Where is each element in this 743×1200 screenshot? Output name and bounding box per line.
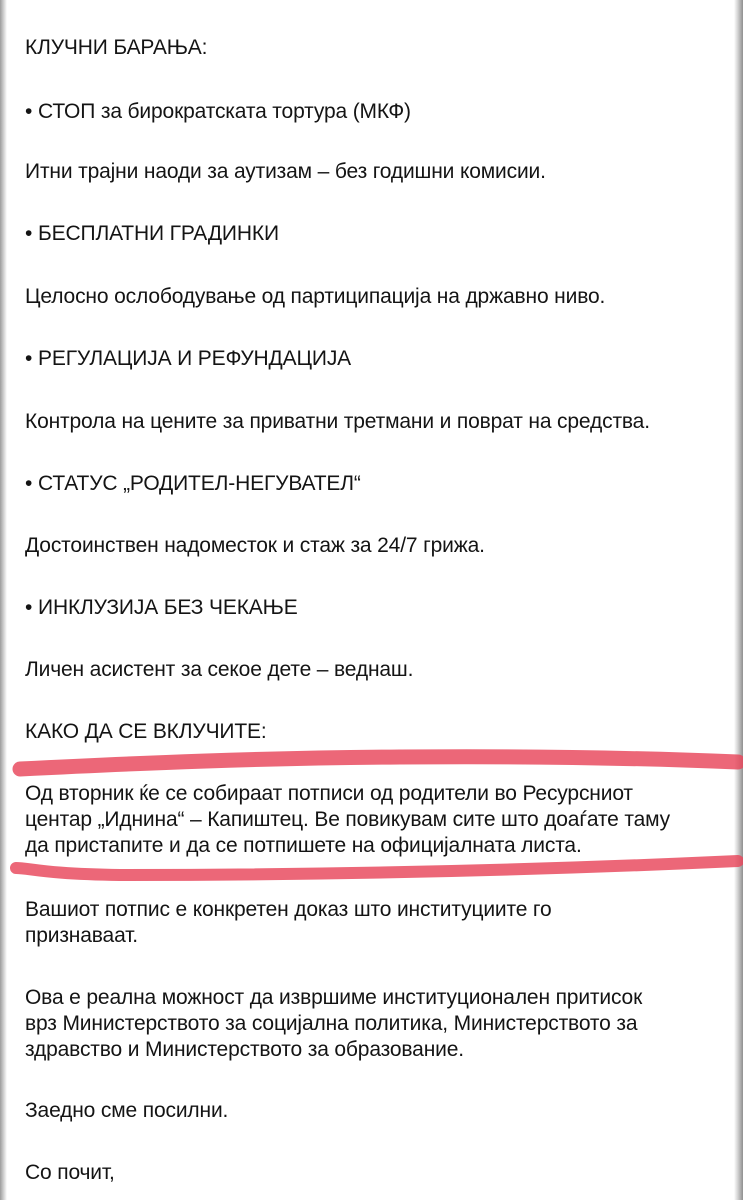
bullet-marker: • [25,596,33,619]
demand-title-text: СТОП за бирократската тортура (МКФ) [38,100,411,123]
marker-stroke-path [20,757,738,769]
pressure-paragraph-line: Ова е реална можност да извршиме институционален притисок [25,986,643,1009]
bullet-marker: • [25,472,33,495]
key-demands-heading: КЛУЧНИ БАРАЊА: [25,36,208,59]
demand-title [25,345,351,372]
bullet-marker: • [25,100,33,123]
demand-detail: Целосно ослободување од партиципација на државно ниво. [25,285,606,308]
demand-title [25,470,361,497]
demand-title [25,220,279,247]
page-right-edge [734,0,743,1200]
demand-title-text: ИНКЛУЗИЈА БЕЗ ЧЕКАЊЕ [38,596,298,619]
demand-detail: Достоинствен надоместок и стаж за 24/7 грижа. [25,534,485,557]
together-line: Заедно сме посилни. [25,1099,229,1122]
demand-title-text: СТАТУС „РОДИТЕЛ-НЕГУВАТЕЛ“ [38,472,361,495]
demand-title [25,98,411,125]
signature-paragraph-line: признаваат. [25,924,138,947]
how-to-join-heading: КАКО ДА СЕ ВКЛУЧИТЕ: [25,720,267,743]
marker-stroke-path [16,861,738,875]
page-left-edge [0,0,7,1200]
demand-title-text: БЕСПЛАТНИ ГРАДИНКИ [38,222,279,245]
signature-paragraph-line: Вашиот потпис е конкретен доказ што институциите го [25,898,552,921]
demand-title-text: РЕГУЛАЦИЈА И РЕФУНДАЦИЈА [38,347,352,370]
demand-detail: Контрола на цените за приватни третмани и поврат на средства. [25,410,650,433]
demand-detail: Итни трајни наоди за аутизам – без годишни комисии. [25,160,546,183]
pressure-paragraph-line: здравство и Министерството за образование. [25,1038,464,1061]
demand-detail: Личен асистент за секое дете – веднаш. [25,658,414,681]
closing-line: Со почит, [25,1161,115,1184]
bullet-marker: • [25,222,33,245]
demand-title [25,594,298,621]
bullet-marker: • [25,347,33,370]
highlighted-paragraph-line: да пристапите и да се потпишете на официјалната листа. [25,834,582,857]
pressure-paragraph-line: врз Министерството за социјална политика, Министерството за [25,1012,638,1035]
highlighted-paragraph-line: Од вторник ќе се собираат потписи од родители во Ресурсниот [25,782,633,805]
highlighted-paragraph-line: центар „Иднина“ – Капиштец. Ве повикувам сите што доаѓате таму [25,808,670,831]
